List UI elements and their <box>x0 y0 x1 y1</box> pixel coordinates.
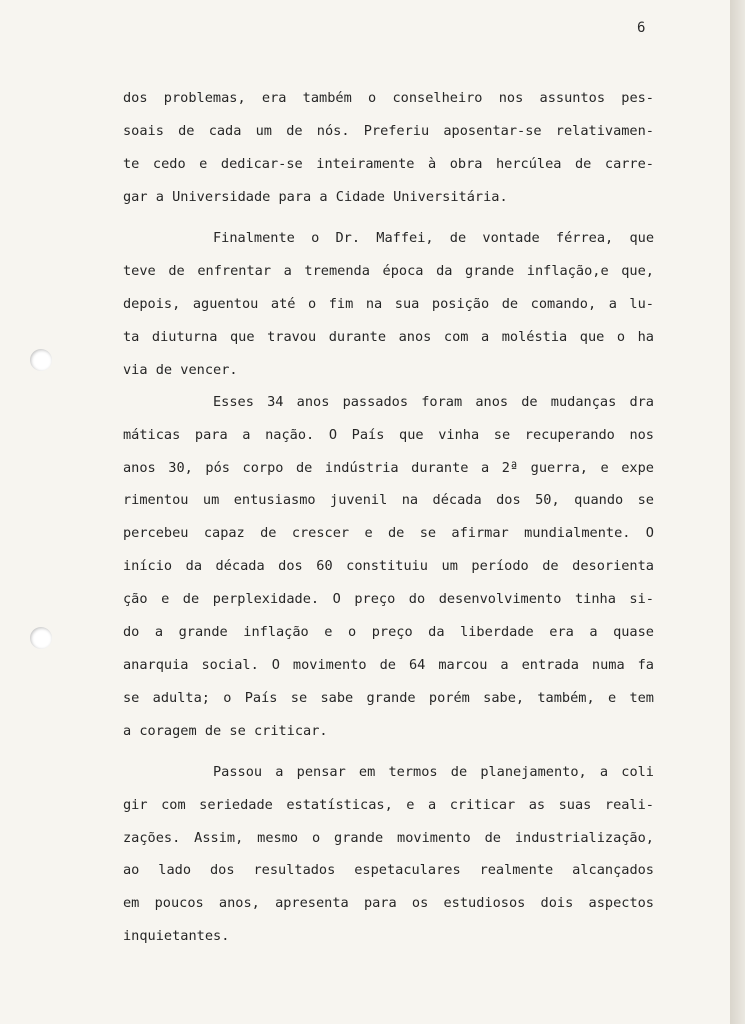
text-line: em poucos anos, apresenta para os estudiosos dois aspectos <box>123 895 654 911</box>
text-line: teve de enfrentar a tremenda época da grande inflação,e que, <box>123 263 654 279</box>
text-line: rimentou um entusiasmo juvenil na década dos 50, quando se <box>123 492 654 508</box>
text-line: ta diuturna que travou durante anos com a moléstia que o ha <box>123 329 654 345</box>
page-number: 6 <box>637 20 646 36</box>
text-line: Esses 34 anos passados foram anos de mudanças dra <box>213 394 654 410</box>
text-line: do a grande inflação e o preço da liberdade era a quase <box>123 624 654 640</box>
text-line: inquietantes. <box>123 928 230 944</box>
text-line: soais de cada um de nós. Preferiu aposentar-se relativamen- <box>123 123 654 139</box>
text-line: gir com seriedade estatísticas, e a criticar as suas reali- <box>123 797 654 813</box>
text-line: dos problemas, era também o conselheiro nos assuntos pes- <box>123 90 654 106</box>
text-line: ção e de perplexidade. O preço do desenvolvimento tinha si- <box>123 591 654 607</box>
text-line: te cedo e dedicar-se inteiramente à obra hercúlea de carre- <box>123 156 654 172</box>
text-line: máticas para a nação. O País que vinha se recuperando nos <box>123 427 654 443</box>
text-line: zações. Assim, mesmo o grande movimento de industrialização, <box>123 830 654 846</box>
text-line: anos 30, pós corpo de indústria durante a 2ª guerra, e expe <box>123 460 654 476</box>
text-line: percebeu capaz de crescer e de se afirmar mundialmente. O <box>123 525 654 541</box>
text-line: ao lado dos resultados espetaculares realmente alcançados <box>123 862 654 878</box>
page-edge <box>730 0 745 1024</box>
text-line: Finalmente o Dr. Maffei, de vontade férrea, que <box>213 230 654 246</box>
text-line: a coragem de se criticar. <box>123 723 328 739</box>
text-line: Passou a pensar em termos de planejamento, a coli <box>213 764 654 780</box>
text-line: se adulta; o País se sabe grande porém sabe, também, e tem <box>123 690 654 706</box>
text-line: gar a Universidade para a Cidade Universitária. <box>123 189 508 205</box>
text-line: depois, aguentou até o fim na sua posição de comando, a lu- <box>123 296 654 312</box>
text-line: início da década dos 60 constituiu um período de desorienta <box>123 558 654 574</box>
text-line: anarquia social. O movimento de 64 marcou a entrada numa fa <box>123 657 654 673</box>
punch-hole <box>30 349 52 371</box>
punch-hole <box>30 627 52 649</box>
text-line: via de vencer. <box>123 362 238 378</box>
